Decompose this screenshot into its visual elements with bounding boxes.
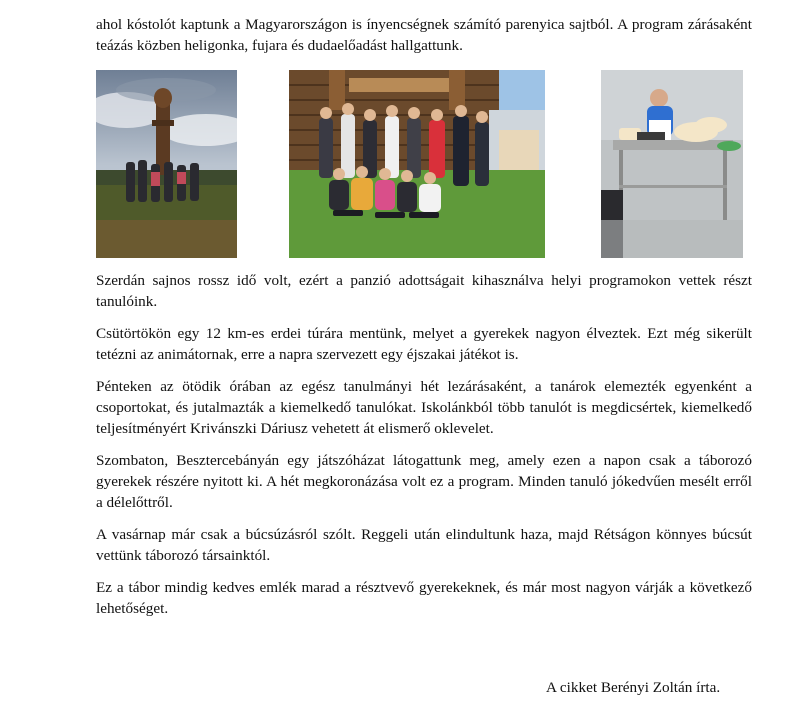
photo-group-wooden-house bbox=[289, 70, 545, 258]
article-page bbox=[96, 14, 752, 630]
paragraph-sunday: A vasárnap már csak a búcsúzásról szólt. Reggeli után elindultunk haza, majd Rétságon könnyes búcsút vettünk táborozó társainktól. bbox=[96, 526, 752, 564]
article-signature: A cikket Berényi Zoltán írta. bbox=[546, 679, 721, 696]
photo-row bbox=[96, 70, 752, 260]
intro-paragraph: ahol kóstolót kaptunk a Magyarországon is ínyencségnek számító parenyica sajtból. A program zárásaként teázás közben heligonka, fujara és dudaelőadást hallgattunk. bbox=[96, 16, 752, 54]
paragraph-wednesday: Szerdán sajnos rossz idő volt, ezért a panzió adottságait kihasználva helyi programokon vettek részt tanulóink. bbox=[96, 272, 752, 310]
paragraph-thursday: Csütörtökön egy 12 km-es erdei túrára mentünk, melyet a gyerekek nagyon élveztek. Ezt még sikerült tetézni az animátornak, erre a napra szervezett egy éjszakai játékot is. bbox=[96, 325, 752, 363]
photo-cheese-making bbox=[601, 70, 743, 258]
photo-statue-hill bbox=[96, 70, 237, 258]
paragraph-saturday: Szombaton, Besztercebányán egy játszóházat látogattunk meg, amely ezen a napon csak a táborozó gyerekek részére nyitott ki. A hét megkoronázása volt ez a program. Minden tanuló jókedvűen mesélt erről a délelőttről. bbox=[96, 452, 752, 511]
article-body bbox=[96, 270, 752, 619]
paragraph-closing: Ez a tábor mindig kedves emlék marad a résztvevő gyerekeknek, és már most nagyon várják a következő lehetőséget. bbox=[96, 579, 752, 617]
paragraph-friday: Pénteken az ötödik órában az egész tanulmányi hét lezárásaként, a tanárok elemezték egyenként a csoportokat, és jutalmazták a kiemelkedő tanulókat. Iskolánkból több tanulót is megdicsértek, kiemelkedő teljesítményért Krivánszki Dáriusz vehetett át elismerő oklevelet. bbox=[96, 378, 752, 437]
